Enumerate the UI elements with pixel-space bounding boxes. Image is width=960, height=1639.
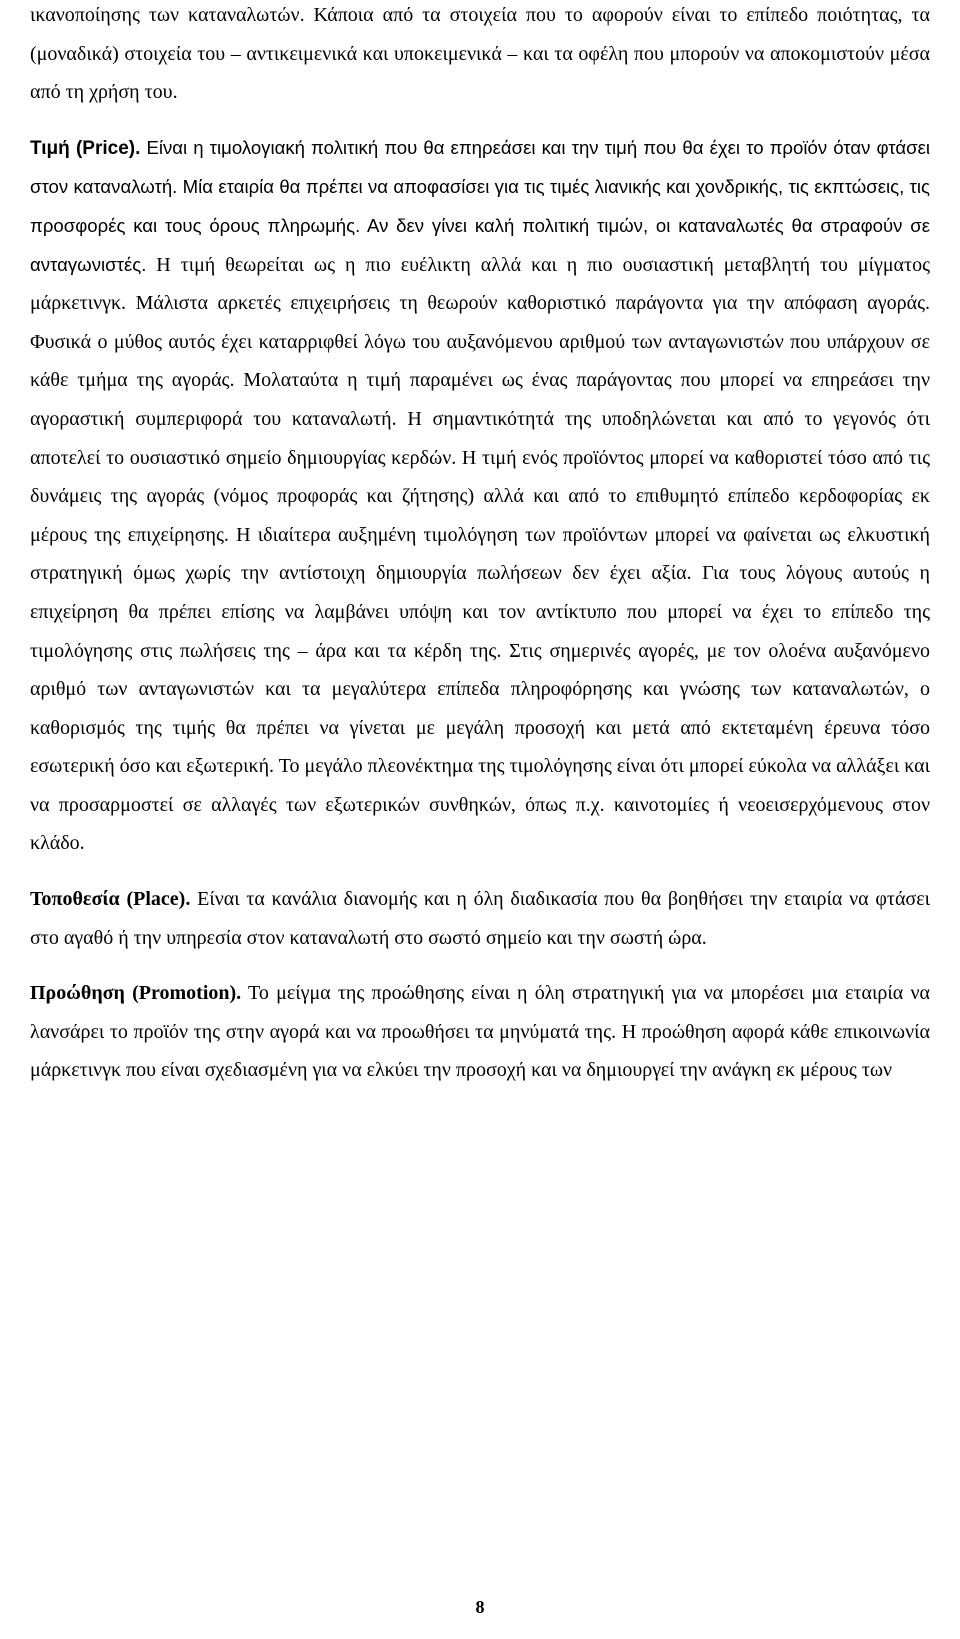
page-number: 8: [475, 1597, 485, 1617]
promotion-text: Το μείγμα της προώθησης είναι η όλη στρατηγική για να μπορέσει μια εταιρία να λανσάρει το προϊόν της στην αγορά και να προωθήσει τα μηνύματά της. Η προώθηση αφορά κάθε επικοινωνία μάρκετινγκ που είναι σχεδιασμένη για να ελκύει την προσοχή και να δημιουργεί την ανάγκη εκ μέρους των: [30, 982, 930, 1082]
document-page: [30, 0, 930, 1090]
paragraph-price: [30, 129, 930, 863]
place-text: Είναι τα κανάλια διανομής και η όλη διαδικασία που θα βοηθήσει την εταιρία να φτάσει στο αγαθό ή την υπηρεσία στον καταναλωτή στο σωστό σημείο και την σωστή ώρα.: [30, 888, 930, 949]
price-heading: Τιμή (Price).: [30, 137, 141, 159]
place-heading: Τοποθεσία (Place).: [30, 888, 191, 911]
paragraph-intro: [30, 0, 930, 112]
paragraph-promotion: [30, 974, 930, 1090]
promotion-heading: Προώθηση (Promotion).: [30, 982, 242, 1005]
intro-text: ικανοποίησης των καταναλωτών. Κάποια από τα στοιχεία που το αφορούν είναι το επίπεδο ποιότητας, τα (μοναδικά) στοιχεία του – αντικειμενικά και υποκειμενικά – και τα οφέλη που μπορούν να αποκομιστούν μέσα από τη χρήση του.: [30, 4, 930, 104]
price-text-serif: Η τιμή θεωρείται ως η πιο ευέλικτη αλλά και η πιο ουσιαστική μεταβλητή του μίγματος μάρκετινγκ. Μάλιστα αρκετές επιχειρήσεις τη θεωρούν καθοριστικό παράγοντα για την απόφαση αγοράς. Φυσικά ο μύθος αυτός έχει καταρριφθεί λόγω του αυξανόμενου αριθμού των ανταγωνιστών που υπάρχουν σε κάθε τμήμα της αγοράς. Μολαταύτα η τιμή παραμένει ως ένας παράγοντας που μπορεί να επηρεάσει την αγοραστική συμπεριφορά του καταναλωτή. Η σημαντικότητά της υποδηλώνεται και από το γεγονός ότι αποτελεί το ουσιαστικό σημείο δημιουργίας κερδών. Η τιμή ενός προϊόντος μπορεί να καθοριστεί τόσο από τις δυνάμεις της αγοράς (νόμος προφοράς και ζήτησης) αλλά και από το επιθυμητό επίπεδο κερδοφορίας εκ μέρους της επιχείρησης. Η ιδιαίτερα αυξημένη τιμολόγηση των προϊόντων μπορεί να φαίνεται ως ελκυστική στρατηγική όμως χωρίς την αντίστοιχη δημιουργία πωλήσεων δεν έχει αξία. Για τους λόγους αυτούς η επιχείρηση θα πρέπει επίσης να λαμβάνει υπόψη και τον αντίκτυπο που μπορεί να έχει το επίπεδο της τιμολόγησης στις πωλήσεις της – άρα και τα κέρδη της. Στις σημερινές αγορές, με τον ολοένα αυξανόμενο αριθμό των ανταγωνιστών και τα μεγαλύτερα επίπεδα πληροφόρησης και γνώσης των καταναλωτών, ο καθορισμός της τιμής θα πρέπει να γίνεται με μεγάλη προσοχή και μετά από εκτεταμένη έρευνα τόσο εσωτερική όσο και εξωτερική. Το μεγάλο πλεονέκτημα της τιμολόγησης είναι ότι μπορεί εύκολα να αλλάξει και να προσαρμοστεί σε αλλαγές των εξωτερικών συνθηκών, όπως π.χ. καινοτομίες ή νεοεισερχόμενους στον κλάδο.: [30, 253, 930, 855]
paragraph-place: [30, 880, 930, 957]
price-text-sans: Είναι η τιμολογιακή πολιτική που θα επηρεάσει και την τιμή που θα έχει το προϊόν όταν φτάσει στον καταναλωτή. Μία εταιρία θα πρέπει να αποφασίσει για τις τιμές λιανικής και χονδρικής, τις εκπτώσεις, τις προσφορές και τους όρους πληρωμής. Αν δεν γίνει καλή πολιτική τιμών, οι καταναλωτές θα στραφούν σε ανταγωνιστές.: [30, 136, 930, 275]
